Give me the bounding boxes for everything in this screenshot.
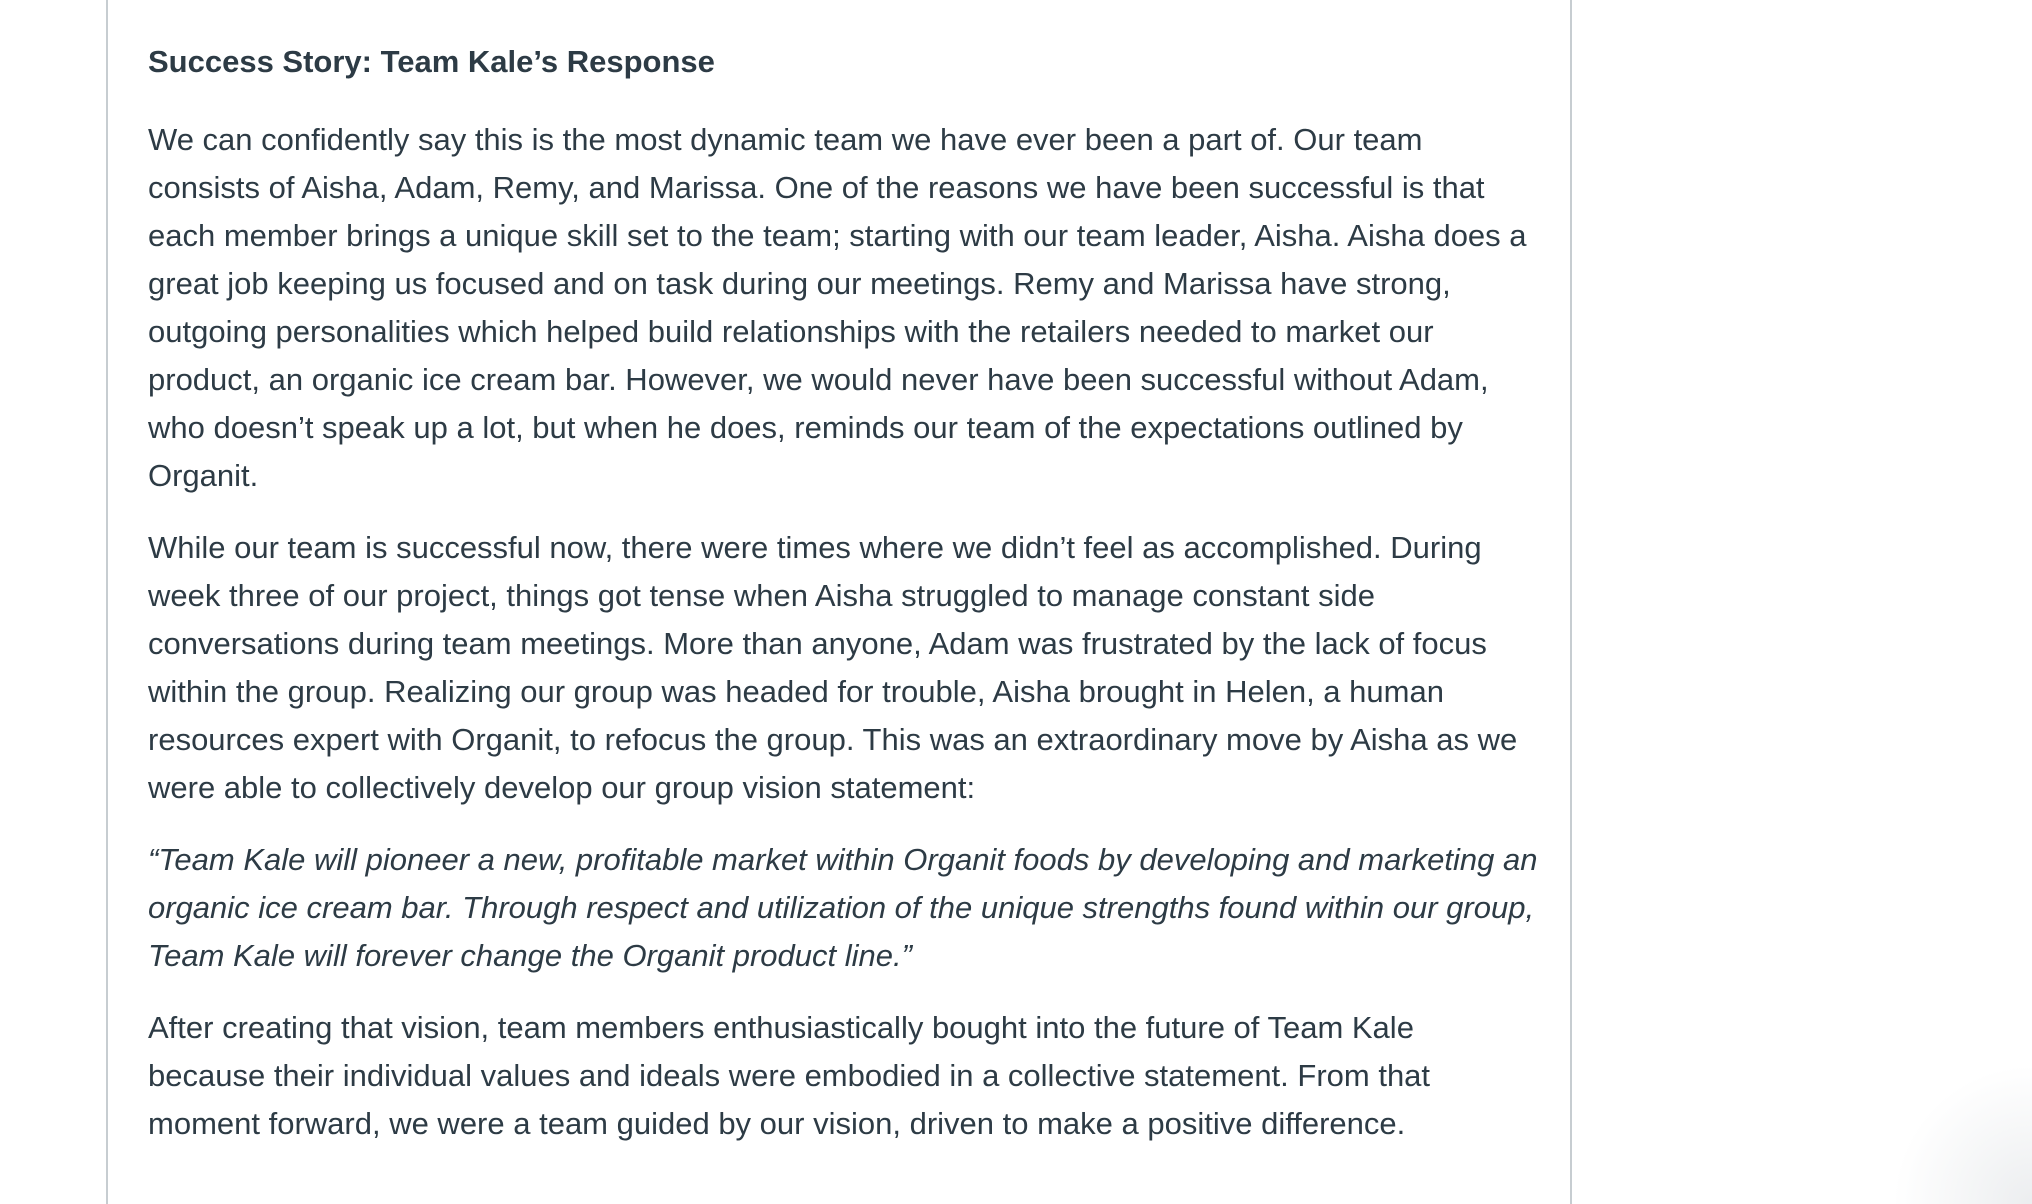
vision-statement-quote: “Team Kale will pioneer a new, profitable market within Organit foods by developing and marketing an organic ice cream bar. Through respect and utilization of the unique strengths found within our group, Team Kale will forever change the Organit product line.” [148, 842, 1538, 973]
content-panel [106, 0, 1572, 1204]
article-title: Success Story: Team Kale’s Response [148, 44, 715, 79]
right-gutter [1572, 0, 2032, 1204]
paragraph-outcome: After creating that vision, team members enthusiastically bought into the future of Team Kale because their individual values and ideals were embodied in a collective statement. From that moment forward, we were a team guided by our vision, driven to make a positive difference. [148, 1010, 1431, 1141]
paragraph-team-intro: We can confidently say this is the most dynamic team we have ever been a part of. Our team consists of Aisha, Adam, Remy, and Marissa. One of the reasons we have been successful is that each member brings a unique skill set to the team; starting with our team leader, Aisha. Aisha does a great job keeping us focused and on task during our meetings. Remy and Marissa have strong, outgoing personalities which helped build relationships with the retailers needed to market our product, an organic ice cream bar. However, we would never have been successful without Adam, who doesn’t speak up a lot, but when he does, reminds our team of the expectations outlined by Organit. [148, 122, 1527, 493]
paragraph-challenges: While our team is successful now, there were times where we didn’t feel as accomplished. During week three of our project, things got tense when Aisha struggled to manage constant side conversations during team meetings. More than anyone, Adam was frustrated by the lack of focus within the group. Realizing our group was headed for trouble, Aisha brought in Helen, a human resources expert with Organit, to refocus the group. This was an extraordinary move by Aisha as we were able to collectively develop our group vision statement: [148, 530, 1518, 805]
corner-shadow [1892, 1064, 2032, 1204]
article-body [148, 38, 1538, 1172]
